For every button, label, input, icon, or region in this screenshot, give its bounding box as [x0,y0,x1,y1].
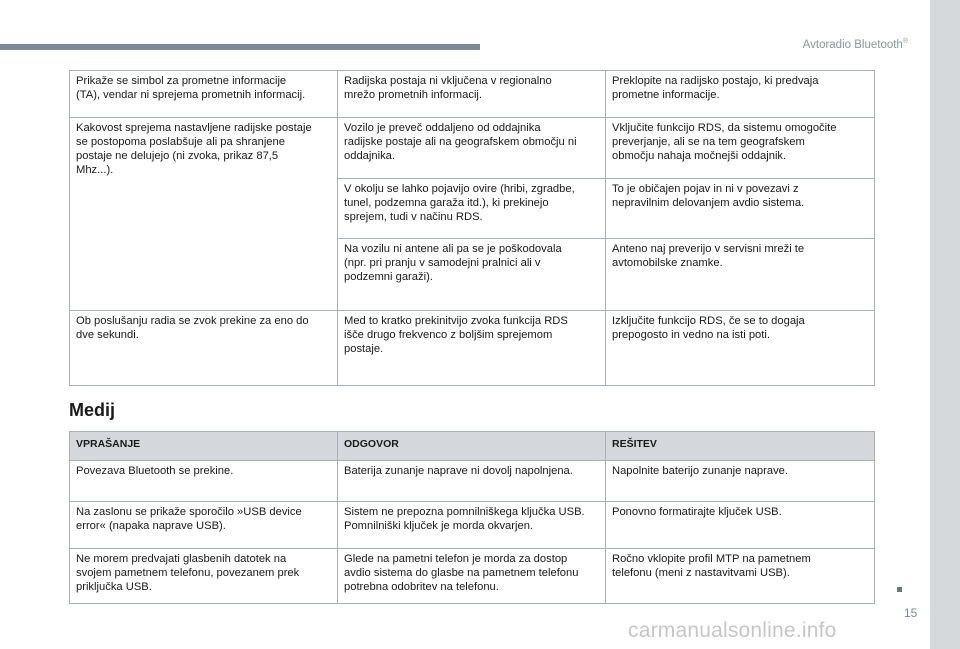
section-title-media: Medij [69,400,116,420]
cause-cell: Na vozilu ni antene ali pa se je poškodovala (npr. pri pranju v samodejni pralnici ali v podzemni garaži). [338,239,606,311]
column-header-answer: ODGOVOR [338,432,606,461]
solution-cell: To je običajen pojav in ni v povezavi z nepravilnim delovanjem avdio sistema. [606,179,875,239]
radio-troubleshooting-table [69,70,875,386]
question-cell: Povezava Bluetooth se prekine. [70,461,338,502]
table-row [70,461,875,502]
table-row [70,311,875,386]
solution-cell: Vključite funkcijo RDS, da sistemu omogočite preverjanje, ali se na tem geografskem območju nahaja močnejši oddajnik. [606,118,875,179]
solution-cell: Preklopite na radijsko postajo, ki predvaja prometne informacije. [606,71,875,118]
chapter-title [803,38,908,51]
question-cell: Na zaslonu se prikaže sporočilo »USB device error« (napaka naprave USB). [70,502,338,549]
page-edge-strip [930,0,960,649]
header-rule [0,44,480,50]
column-header-solution: REŠITEV [606,432,875,461]
watermark: carmanualsonline.info [628,619,837,642]
cause-cell: Med to kratko prekinitvijo zvoka funkcija RDS išče drugo frekvenco z boljšim sprejemom postaje. [338,311,606,386]
registered-mark: ® [902,38,908,45]
answer-cell: Sistem ne prepozna pomnilniškega ključka USB. Pomnilniški ključek je morda okvarjen. [338,502,606,549]
solution-cell: Napolnite baterijo zunanje naprave. [606,461,875,502]
question-cell: Ne morem predvajati glasbenih datotek na svojem pametnem telefonu, povezanem prek priključka USB. [70,549,338,604]
table-row [70,118,875,179]
solution-cell: Anteno naj preverijo v servisni mreži te avtomobilske znamke. [606,239,875,311]
column-header-question: VPRAŠANJE [70,432,338,461]
solution-cell: Ročno vklopite profil MTP na pametnem telefonu (meni z nastavitvami USB). [606,549,875,604]
table-row [70,502,875,549]
chapter-title-text: Avtoradio Bluetooth [802,38,903,51]
answer-cell: Glede na pametni telefon je morda za dostop avdio sistema do glasbe na pametnem telefonu potrebna odobritev na telefonu. [338,549,606,604]
media-troubleshooting-table [69,431,875,604]
cause-cell: Vozilo je preveč oddaljeno od oddajnika radijske postaje ali na geografskem območju ni oddajnika. [338,118,606,179]
page-number: 15 [904,606,918,620]
cause-cell: V okolju se lahko pojavijo ovire (hribi, zgradbe, tunel, podzemna garaža itd.), ki prekinejo sprejem, tudi v načinu RDS. [338,179,606,239]
question-cell: Ob poslušanju radia se zvok prekine za eno do dve sekundi. [70,311,338,386]
table-row [70,71,875,118]
answer-cell: Baterija zunanje naprave ni dovolj napolnjena. [338,461,606,502]
solution-cell: Ponovno formatirajte ključek USB. [606,502,875,549]
solution-cell: Izključite funkcijo RDS, če se to dogaja prepogosto in vedno na isti poti. [606,311,875,386]
cause-cell: Radijska postaja ni vključena v regionalno mrežo prometnih informacij. [338,71,606,118]
continuation-mark [897,587,902,592]
question-cell: Kakovost sprejema nastavljene radijske postaje se postopoma poslabšuje ali pa shranjene postaje ne delujejo (ni zvoka, prikaz 87,5 Mhz...). [70,118,338,311]
table-header-row [70,432,875,461]
table-row [70,549,875,604]
question-cell: Prikaže se simbol za prometne informacije (TA), vendar ni sprejema prometnih informacij. [70,71,338,118]
